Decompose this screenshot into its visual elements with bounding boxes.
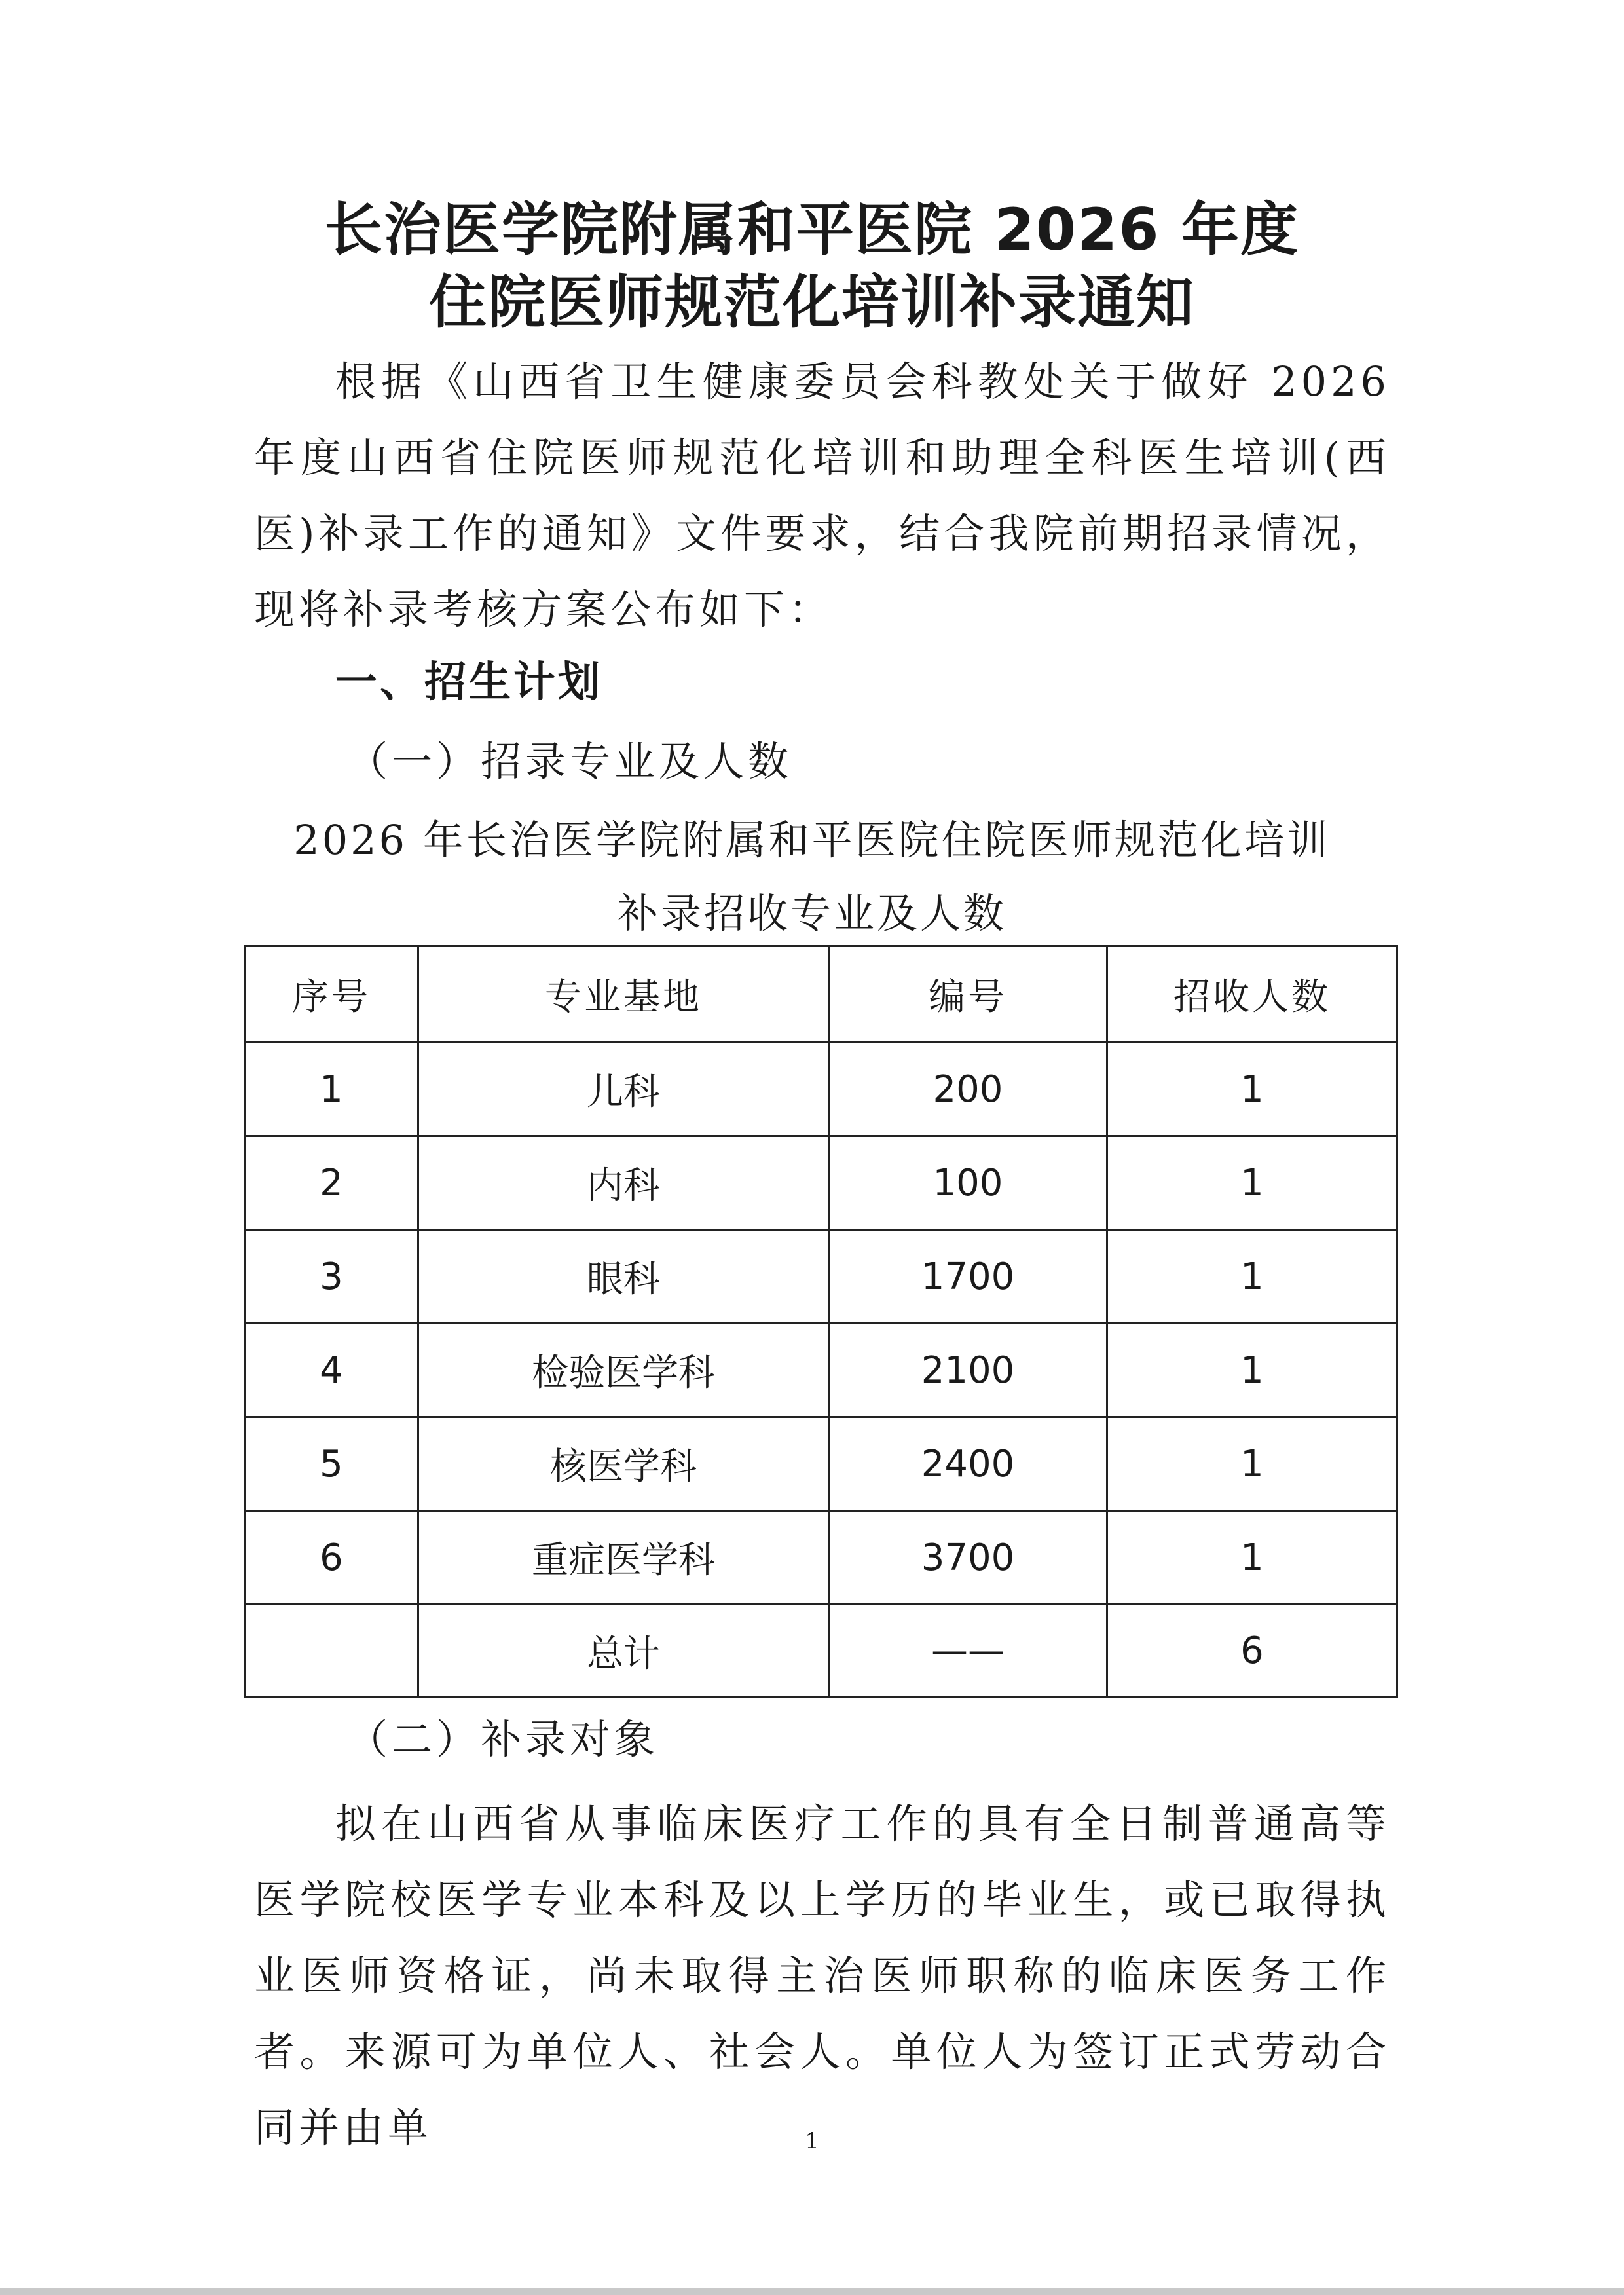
table-cell-base: 核医学科 bbox=[418, 1417, 829, 1511]
table-cell-code: 100 bbox=[829, 1136, 1107, 1230]
table-cell-count: 1 bbox=[1107, 1511, 1397, 1605]
table-row bbox=[245, 1136, 1397, 1230]
subsection-heading-eligibility: （二）补录对象 bbox=[347, 1715, 659, 1763]
table-cell-base: 儿科 bbox=[418, 1043, 829, 1136]
table-cell-index: 6 bbox=[245, 1511, 418, 1605]
scan-edge-divider bbox=[0, 2288, 1624, 2295]
table-row bbox=[245, 1324, 1397, 1417]
table-cell-base: 眼科 bbox=[418, 1230, 829, 1324]
table-caption-line1: 2026 年长治医学院附属和平医院住院医师规范化培训 bbox=[293, 816, 1331, 864]
table-cell-code: 2400 bbox=[829, 1417, 1107, 1511]
table-cell-index: 3 bbox=[245, 1230, 418, 1324]
intro-paragraph: 根据《山西省卫生健康委员会科教处关于做好 2026 年度山西省住院医师规范化培训和助理全科医生培训(西医)补录工作的通知》文件要求，结合我院前期招录情况，现将补录考核方案公布如下： bbox=[254, 358, 1390, 633]
table-cell-count: 1 bbox=[1107, 1324, 1397, 1417]
section-heading-enrollment-plan: 一、招生计划 bbox=[335, 658, 602, 707]
table-cell-code: 3700 bbox=[829, 1511, 1107, 1605]
table-cell-index bbox=[245, 1605, 418, 1698]
table-total-row bbox=[245, 1605, 1397, 1698]
table-cell-count: 1 bbox=[1107, 1417, 1397, 1511]
table-cell-base: 内科 bbox=[418, 1136, 829, 1230]
table-cell-index: 4 bbox=[245, 1324, 418, 1417]
table-cell-code: 2100 bbox=[829, 1324, 1107, 1417]
table-cell-total-count: 6 bbox=[1107, 1605, 1397, 1698]
page-number: 1 bbox=[805, 2128, 819, 2154]
document-title-line2: 住院医师规范化培训补录通知 bbox=[428, 269, 1195, 336]
column-header-count: 招收人数 bbox=[1107, 946, 1397, 1043]
table-cell-count: 1 bbox=[1107, 1230, 1397, 1324]
table-row bbox=[245, 1417, 1397, 1511]
table-cell-index: 2 bbox=[245, 1136, 418, 1230]
table-cell-code: 1700 bbox=[829, 1230, 1107, 1324]
table-cell-code: 200 bbox=[829, 1043, 1107, 1136]
subsection-heading-majors: （一）招录专业及人数 bbox=[347, 737, 793, 785]
document-title-line1: 长治医学院附属和平医院 2026 年度 bbox=[324, 196, 1300, 263]
column-header-base: 专业基地 bbox=[418, 946, 829, 1043]
eligibility-paragraph: 拟在山西省从事临床医疗工作的具有全日制普通高等医学院校医学专业本科及以上学历的毕业生，或已取得执业医师资格证，尚未取得主治医师职称的临床医务工作者。来源可为单位人、社会人。单位人为签订正式劳动合同并由单 bbox=[254, 1800, 1390, 2152]
table-header-row bbox=[245, 946, 1397, 1043]
table-cell-count: 1 bbox=[1107, 1043, 1397, 1136]
table-row bbox=[245, 1511, 1397, 1605]
table-cell-code: —— bbox=[829, 1605, 1107, 1698]
table-cell-index: 1 bbox=[245, 1043, 418, 1136]
table-row bbox=[245, 1043, 1397, 1136]
table-cell-total-label: 总计 bbox=[418, 1605, 829, 1698]
table-cell-index: 5 bbox=[245, 1417, 418, 1511]
table-row bbox=[245, 1230, 1397, 1324]
column-header-index: 序号 bbox=[245, 946, 418, 1043]
column-header-code: 编号 bbox=[829, 946, 1107, 1043]
table-caption-line2: 补录招收专业及人数 bbox=[617, 889, 1006, 937]
table-cell-count: 1 bbox=[1107, 1136, 1397, 1230]
table-cell-base: 重症医学科 bbox=[418, 1511, 829, 1605]
enrollment-table bbox=[244, 945, 1398, 1698]
table-cell-base: 检验医学科 bbox=[418, 1324, 829, 1417]
